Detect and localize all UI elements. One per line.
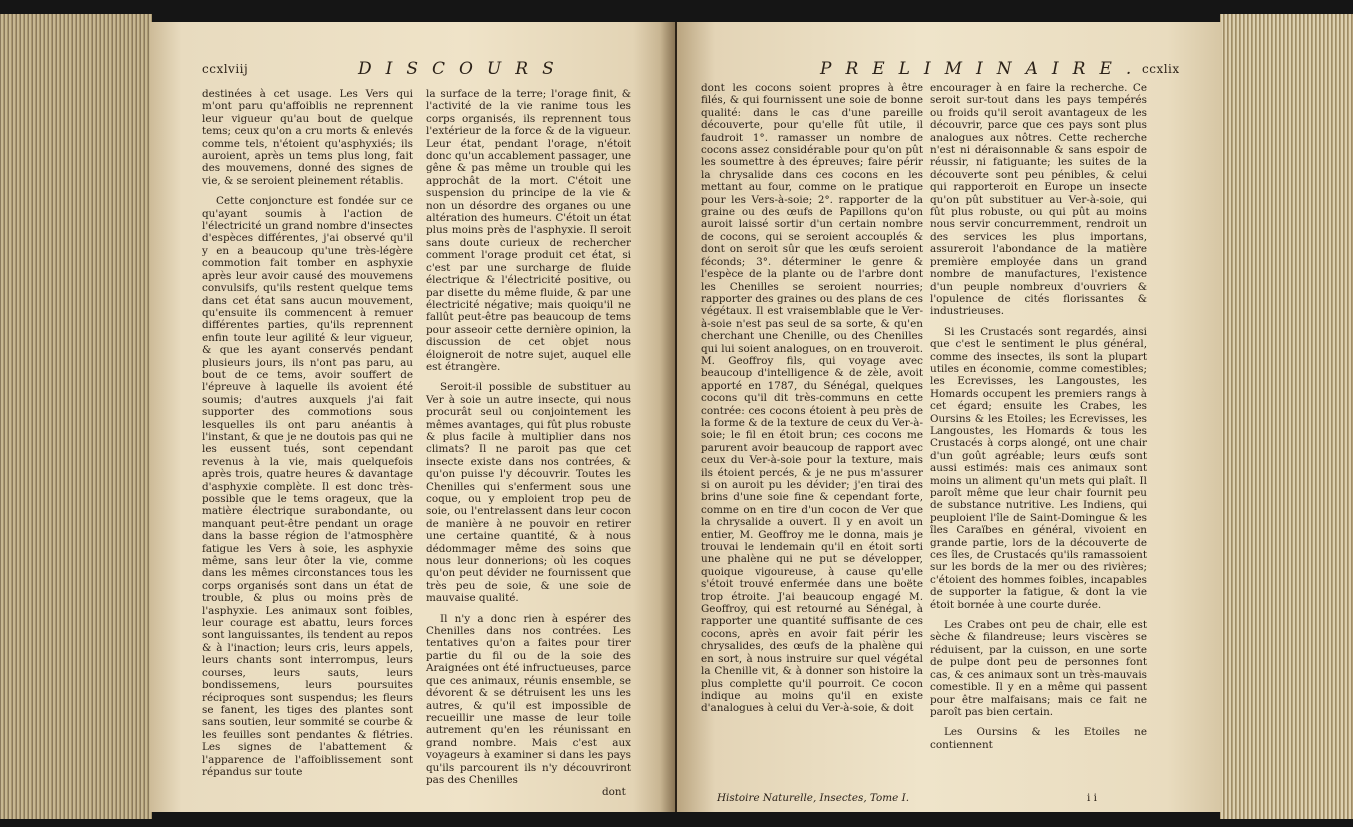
left-column-2 [426, 88, 631, 794]
paragraph: Cette conjoncture est fondée sur ce qu'ayant soumis à l'action de l'électricité un grand nombre d'insectes d'espèces différentes, j'ai observé qu'il y en a beaucoup qu'une très-légère commotion fait tomber en asphyxie après leur avoir causé des mouvemens convulsifs, qu'ils restent quelque tems dans cet état sans aucun mouvement, qu'ensuite ils commencent à remuer différentes parties, qu'ils reprennent enfin toute leur agilité & leur vigueur, & que les ayant conservés pendant plusieurs jours, ils n'ont pas paru, au bout de ce tems, avoir souffert de l'épreuve à laquelle ils avoient été soumis; d'autres auxquels j'ai fait supporter des commotions sous lesquelles ils ont paru anéantis à l'instant, & que je ne doutois pas qui ne les eussent tués, sont cependant revenus à la vie, mais quelquefois après trois, quatre heures & davantage d'asphyxie complète. Il est donc très-possible que le tems orageux, que la matière électrique surabondante, ou manquant peut-être pendant un orage dans la basse région de l'atmosphère fatigue les Vers à soie, les asphyxie même, sans leur ôter la vie, comme dans les mêmes circonstances tous les corps organisés sont dans un état de trouble, & plus ou moins près de l'asphyxie. Les animaux sont foibles, leur courage est abattu, leurs forces sont languissantes, ils tendent au repos & à l'inaction; leurs cris, leurs appels, leurs chants sont interrompus, leurs courses, leurs sauts, leurs bondissemens, leurs poursuites réciproques sont suspendus; les fleurs se fanent, les tiges des plantes sont sans soutien, leur sommité se courbe & les feuilles sont pendantes & flétries. Les signes de l'abattement & l'apparence de l'affoiblissement sont répandus sur toute [202, 195, 413, 778]
left-page-number: ccxlviij [202, 62, 249, 76]
page-edges-left [0, 14, 152, 819]
paragraph: Si les Crustacés sont regardés, ainsi que c'est le sentiment le plus général, comme des insectes, ils sont la plupart utiles en économie, comme comestibles; les Ecrevisses, les Langoustes, les Homards occupent les premiers rangs à cet égard; ensuite les Crabes, les Oursins & les Etoiles; les Ecrevisses, les Langoustes, les Homards & tous les Crustacés à corps alongé, ont une chair d'un goût agréable; leurs œufs sont aussi estimés: mais ces animaux sont moins un aliment qu'un mets qui plaît. Il paroît même que leur chair fournit peu de substance nutritive. Les Indiens, qui peuploient l'île de Saint-Domingue & les îles Caraïbes en général, vivoient en grande partie, lors de la découverte de ces îles, de Crustacés qu'ils ramassoient sur les bords de la mer ou des rivières; c'étoient des hommes foibles, incapables de supporter la fatigue, & dont la vie étoit bornée à une courte durée. [930, 325, 1147, 611]
left-page [150, 22, 675, 812]
catchword: dont [602, 786, 626, 798]
paragraph: destinées à cet usage. Les Vers qui m'ont paru qu'affoiblis ne reprennent leur vigueur qu'au bout de quelque tems; ceux qu'on a cru morts & enlevés comme tels, n'étoient qu'asphyxiés; ils auroient, après un tems plus long, fait des mouvemens, donné des signes de vie, & se seroient pleinement rétablis. [202, 88, 413, 187]
right-page-number: ccxlix [1142, 62, 1180, 76]
left-column-1 [202, 88, 413, 786]
paragraph: Il n'y a donc rien à espérer des Chenilles dans nos contrées. Les tentatives qu'on a faites pour tirer partie du fil ou de la soie des Araignées ont été infructueuses, parce que ces animaux, réunis ensemble, se dévorent & se détruisent les uns les autres, & qu'il est impossible de recueillir une masse de leur toile autrement qu'en les réunissant en grand nombre. Mais c'est aux voyageurs à examiner si dans les pays qu'ils parcourent ils n'y découvriront pas des Chenilles [426, 612, 631, 786]
paragraph: dont les cocons soient propres à être filés, & qui fournissent une soie de bonne qualité: dans le cas d'une pareille découverte, pour qu'elle fût utile, il faudroit 1°. ramasser un nombre de cocons assez considérable pour qu'on pût les soumettre à des épreuves; faire périr la chrysalide dans ces cocons en les mettant au four, comme on le pratique pour les Vers-à-soie; 2°. rapporter de la graine ou des œufs de Papillons qu'on auroit laissé sortir d'un certain nombre de cocons, qui se seroient accouplés & dont on seroit sûr que les œufs seroient féconds; 3°. déterminer le genre & l'espèce de la plante ou de l'arbre dont les Chenilles se seroient nourries; rapporter des graines ou des plans de ces végétaux. Il est vraisemblable que le Ver-à-soie n'est pas seul de sa sorte, & qu'en cherchant une Chenille, ou des Chenilles qui lui soient analogues, on en trouveroit. M. Geoffroy fils, qui voyage avec beaucoup d'intelligence & de zèle, avoit apporté en 1787, du Sénégal, quelques cocons qu'il dit très-communs en cette contrée: ces cocons étoient à peu près de la forme & de la texture de ceux du Ver-à-soie; le fil en étoit brun; ces cocons me parurent avoir beaucoup de rapport avec ceux du Ver-à-soie pour la texture, mais ils étoient percés, & je ne pus m'assurer si on auroit pu les dévider; j'en tirai des brins d'une soie fine & cependant forte, comme on en tire d'un cocon de Ver que la chrysalide a ouvert. Il y en avoit un entier, M. Geoffroy me le donna, mais je trouvai le lendemain qu'il en étoit sorti une phalène qui ne put se développer, quoique vigoureuse, à cause qu'elle s'étoit trouvé enfermée dans une boëte trop étroite. J'ai beaucoup engagé M. Geoffroy, qui est retourné au Sénégal, à rapporter une quantité suffisante de ces cocons, après en avoir fait périr les chrysalides, des œufs de la phalène qui en sort, à nous instruire sur quel végétal la Chenille vit, & à donner son histoire la plus complette qu'il pourroit. Ce cocon indique au moins qu'il en existe d'analogues à celui du Ver-à-soie, & doit [701, 82, 923, 715]
signature-mark: i i [1087, 792, 1097, 804]
page-edges-right [1220, 14, 1353, 819]
paragraph: Les Oursins & les Etoiles ne contiennent [930, 726, 1147, 751]
right-running-head: PRELIMINAIRE. [820, 59, 1146, 79]
right-column-1 [701, 82, 923, 723]
paragraph: encourager à en faire la recherche. Ce seroit sur-tout dans les pays tempérés ou froids qu'il seroit avantageux de les découvrir, parce que ces pays sont plus analogues aux nôtres. Cette recherche n'est ni déraisonnable & sans espoir de réussir, ni fatiguante; les suites de la découverte sont peu pénibles, & celui qui rapporteroit en Europe un insecte qu'on pût substituer au Ver-à-soie, qui fût plus robuste, ou qui pût au moins nous servir concurremment, rendroit un des services les plus importans, assureroit l'abondance de la matière première employée dans un grand nombre de manufactures, l'existence d'un peuple nombreux d'ouvriers & l'opulence de cités florissantes & industrieuses. [930, 82, 1147, 318]
page-footer: Histoire Naturelle, Insectes, Tome I. [717, 792, 910, 804]
paragraph: Les Crabes ont peu de chair, elle est sèche & filandreuse; leurs viscères se réduisent, par la cuisson, en une sorte de pulpe dont peu de personnes font cas, & ces animaux sont un très-mauvais comestible. Il y en a même qui passent pour être malfaisans; mais ce fait ne paroît pas bien certain. [930, 619, 1147, 718]
right-page [677, 22, 1222, 812]
left-running-head: DISCOURS [358, 59, 568, 79]
paragraph: Seroit-il possible de substituer au Ver à soie un autre insecte, qui nous procurât seul ou conjointement les mêmes avantages, qui fût plus robuste & plus facile à multiplier dans nos climats? Il ne paroit pas que cet insecte existe dans nos contrées, & qu'on puisse l'y découvrir. Toutes les Chenilles qui s'enferment sous une coque, ou y emploient trop peu de soie, ou l'entrelassent dans leur cocon de manière à ne pouvoir en retirer une certaine quantité, & à nous dédommager même des soins que nous leur donnerions; où les coques qu'on peut dévider ne fournissent que très peu de soie, & une soie de mauvaise qualité. [426, 381, 631, 605]
right-column-2 [930, 82, 1147, 759]
paragraph: la surface de la terre; l'orage finit, & l'activité de la vie ranime tous les corps organisés, ils reprennent tous l'extérieur de la force & de la vigueur. Leur état, pendant l'orage, n'étoit donc qu'un accablement passager, une gêne & pas même un trouble qui les approchât de la mort. C'étoit une suspension du principe de la vie & non un désordre des organes ou une altération des humeurs. C'étoit un état plus moins près de l'asphyxie. Il seroit sans doute curieux de rechercher comment l'orage produit cet état, si c'est par une surcharge de fluide électrique & l'électricité positive, ou par disette du même fluide, & par une électricité négative; mais quoiqu'il ne fallût peut-être pas beaucoup de tems pour asseoir cette dernière opinion, la discussion de cet objet nous éloigneroit de notre sujet, auquel elle est étrangère. [426, 88, 631, 373]
